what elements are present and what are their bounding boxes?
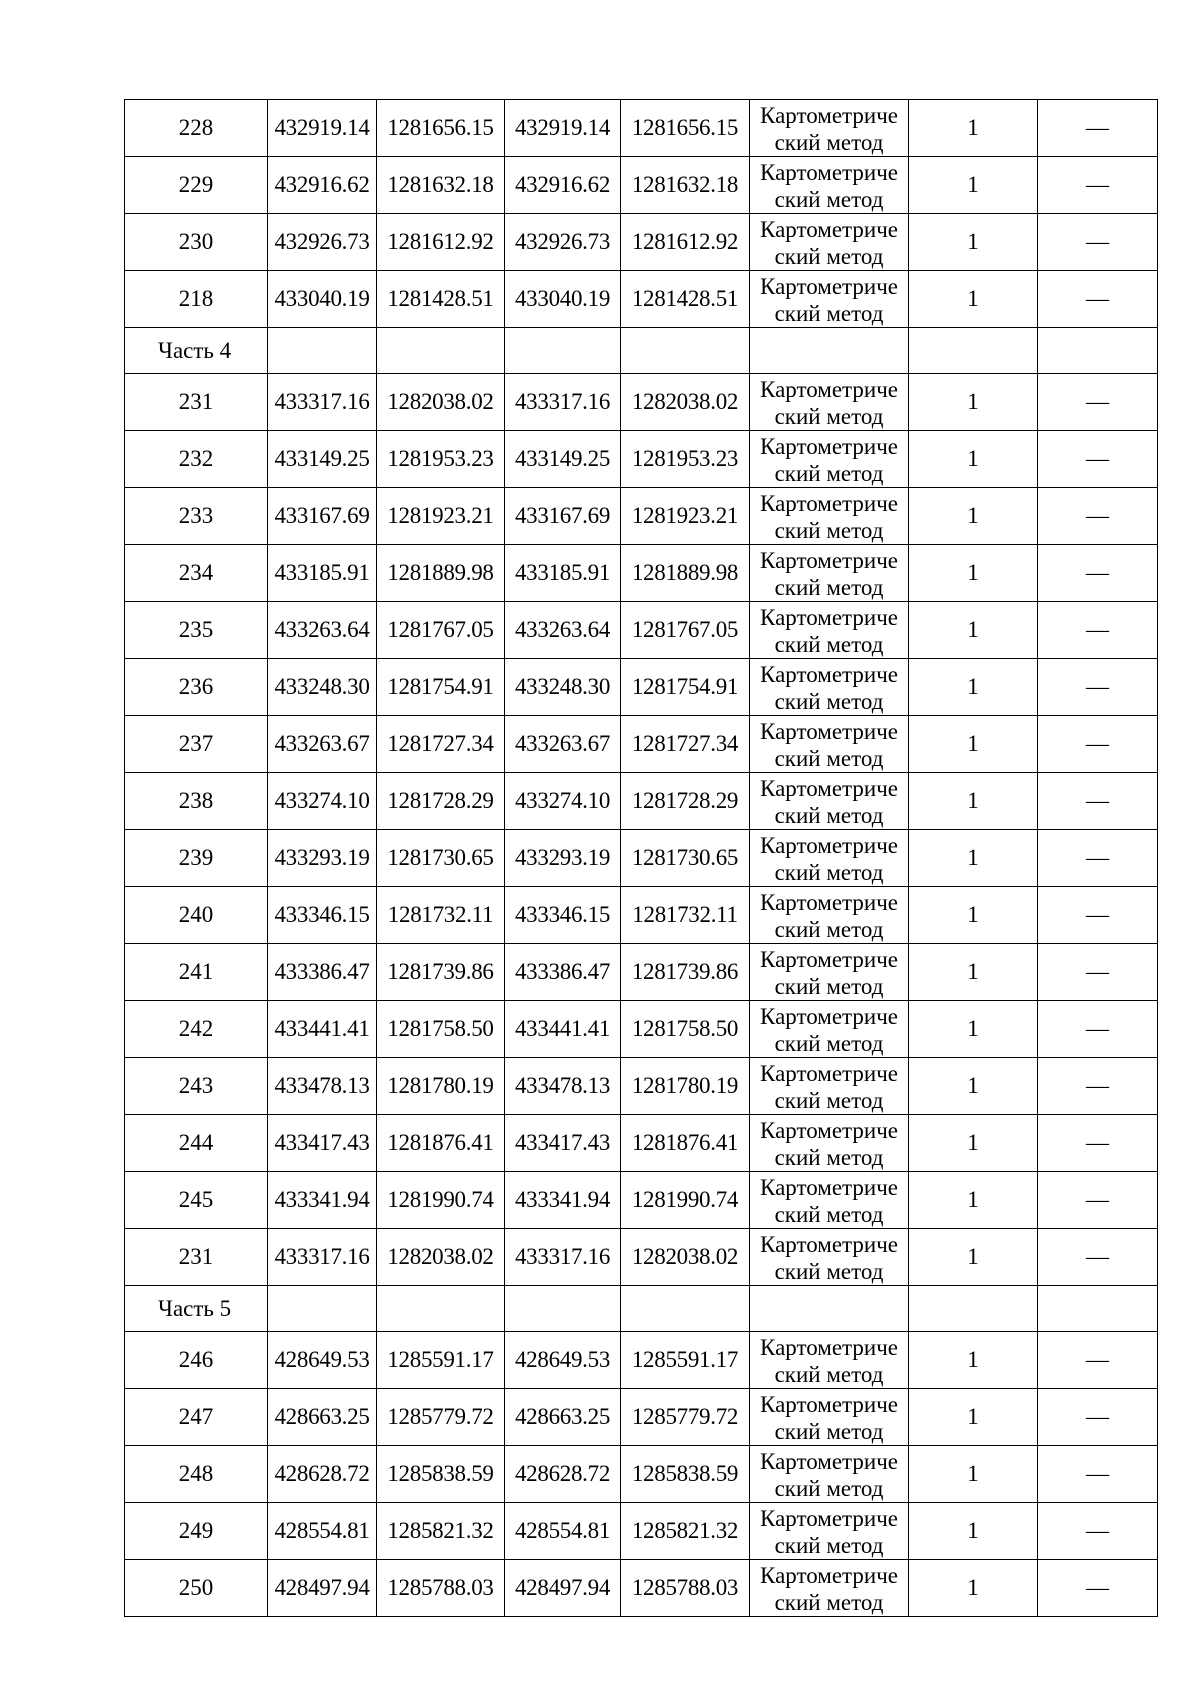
method-cell — [750, 157, 909, 214]
point-number: 233 — [125, 488, 268, 545]
method-cell — [750, 271, 909, 328]
y-coordinate-2: 1281728.29 — [621, 773, 750, 830]
x-coordinate: 428649.53 — [268, 1332, 377, 1389]
x-coordinate: 433263.67 — [268, 716, 377, 773]
point-number: 237 — [125, 716, 268, 773]
point-number: 235 — [125, 602, 268, 659]
part-label: Часть 5 — [125, 1286, 268, 1332]
x-coordinate-2: 433478.13 — [505, 1058, 621, 1115]
y-coordinate-2: 1281754.91 — [621, 659, 750, 716]
empty-cell — [750, 328, 909, 374]
x-coordinate: 428497.94 — [268, 1560, 377, 1617]
table-row — [125, 1229, 1158, 1286]
method-line-1: Картометриче — [760, 1563, 898, 1588]
note-dash: — — [1038, 944, 1158, 1001]
accuracy-value: 1 — [909, 1332, 1038, 1389]
point-number: 241 — [125, 944, 268, 1001]
point-number: 239 — [125, 830, 268, 887]
table-row — [125, 157, 1158, 214]
x-coordinate-2: 433386.47 — [505, 944, 621, 1001]
empty-cell — [505, 1286, 621, 1332]
x-coordinate-2: 432916.62 — [505, 157, 621, 214]
method-line-1: Картометриче — [760, 548, 898, 573]
method-cell — [750, 100, 909, 157]
method-line-1: Картометриче — [760, 833, 898, 858]
y-coordinate: 1281632.18 — [377, 157, 505, 214]
note-dash: — — [1038, 1001, 1158, 1058]
x-coordinate: 433346.15 — [268, 887, 377, 944]
y-coordinate-2: 1285838.59 — [621, 1446, 750, 1503]
x-coordinate: 433185.91 — [268, 545, 377, 602]
note-dash: — — [1038, 659, 1158, 716]
note-dash: — — [1038, 271, 1158, 328]
y-coordinate: 1281889.98 — [377, 545, 505, 602]
point-number: 245 — [125, 1172, 268, 1229]
y-coordinate-2: 1281990.74 — [621, 1172, 750, 1229]
method-cell — [750, 545, 909, 602]
table-row — [125, 944, 1158, 1001]
x-coordinate-2: 432926.73 — [505, 214, 621, 271]
method-line-2: ский метод — [774, 1590, 884, 1615]
method-line-2: ский метод — [774, 187, 884, 212]
point-number: 218 — [125, 271, 268, 328]
accuracy-value: 1 — [909, 887, 1038, 944]
method-line-2: ский метод — [774, 860, 884, 885]
accuracy-value: 1 — [909, 271, 1038, 328]
note-dash: — — [1038, 830, 1158, 887]
method-line-2: ский метод — [774, 1533, 884, 1558]
point-number: 242 — [125, 1001, 268, 1058]
y-coordinate: 1281767.05 — [377, 602, 505, 659]
note-dash: — — [1038, 374, 1158, 431]
method-line-1: Картометриче — [760, 1232, 898, 1257]
x-coordinate: 433341.94 — [268, 1172, 377, 1229]
accuracy-value: 1 — [909, 214, 1038, 271]
table-row — [125, 773, 1158, 830]
y-coordinate: 1285821.32 — [377, 1503, 505, 1560]
method-line-1: Картометриче — [760, 1392, 898, 1417]
table-row — [125, 1115, 1158, 1172]
x-coordinate-2: 433293.19 — [505, 830, 621, 887]
table-row — [125, 488, 1158, 545]
accuracy-value: 1 — [909, 602, 1038, 659]
x-coordinate: 433317.16 — [268, 1229, 377, 1286]
x-coordinate: 433386.47 — [268, 944, 377, 1001]
y-coordinate-2: 1281923.21 — [621, 488, 750, 545]
empty-cell — [1038, 1286, 1158, 1332]
method-cell — [750, 830, 909, 887]
note-dash: — — [1038, 488, 1158, 545]
accuracy-value: 1 — [909, 157, 1038, 214]
y-coordinate-2: 1281758.50 — [621, 1001, 750, 1058]
method-line-1: Картометриче — [760, 274, 898, 299]
method-cell — [750, 1115, 909, 1172]
accuracy-value: 1 — [909, 659, 1038, 716]
accuracy-value: 1 — [909, 830, 1038, 887]
y-coordinate-2: 1285779.72 — [621, 1389, 750, 1446]
method-line-2: ский метод — [774, 518, 884, 543]
y-coordinate-2: 1281739.86 — [621, 944, 750, 1001]
accuracy-value: 1 — [909, 1172, 1038, 1229]
table-row — [125, 1332, 1158, 1389]
method-cell — [750, 1503, 909, 1560]
y-coordinate-2: 1281428.51 — [621, 271, 750, 328]
method-cell — [750, 1389, 909, 1446]
method-line-1: Картометриче — [760, 662, 898, 687]
accuracy-value: 1 — [909, 1446, 1038, 1503]
empty-cell — [1038, 328, 1158, 374]
empty-cell — [268, 1286, 377, 1332]
method-line-1: Картометриче — [760, 776, 898, 801]
point-number: 243 — [125, 1058, 268, 1115]
table-row — [125, 602, 1158, 659]
note-dash: — — [1038, 773, 1158, 830]
method-line-2: ский метод — [774, 575, 884, 600]
note-dash: — — [1038, 1332, 1158, 1389]
y-coordinate-2: 1281767.05 — [621, 602, 750, 659]
table-row — [125, 214, 1158, 271]
y-coordinate: 1281923.21 — [377, 488, 505, 545]
y-coordinate: 1281876.41 — [377, 1115, 505, 1172]
point-number: 249 — [125, 1503, 268, 1560]
y-coordinate: 1281428.51 — [377, 271, 505, 328]
method-cell — [750, 887, 909, 944]
coordinates-table — [124, 99, 1158, 1617]
x-coordinate-2: 433185.91 — [505, 545, 621, 602]
y-coordinate: 1285779.72 — [377, 1389, 505, 1446]
point-number: 228 — [125, 100, 268, 157]
method-cell — [750, 1560, 909, 1617]
table-row — [125, 1058, 1158, 1115]
method-line-2: ский метод — [774, 404, 884, 429]
x-coordinate: 432926.73 — [268, 214, 377, 271]
method-line-1: Картометриче — [760, 217, 898, 242]
method-line-1: Картометриче — [760, 605, 898, 630]
method-line-2: ский метод — [774, 1362, 884, 1387]
x-coordinate: 433478.13 — [268, 1058, 377, 1115]
point-number: 234 — [125, 545, 268, 602]
y-coordinate: 1281754.91 — [377, 659, 505, 716]
method-cell — [750, 1172, 909, 1229]
table-body — [125, 100, 1158, 1617]
method-line-2: ский метод — [774, 130, 884, 155]
method-line-1: Картометриче — [760, 434, 898, 459]
point-number: 231 — [125, 374, 268, 431]
method-line-2: ский метод — [774, 1476, 884, 1501]
empty-cell — [621, 328, 750, 374]
empty-cell — [268, 328, 377, 374]
accuracy-value: 1 — [909, 1229, 1038, 1286]
note-dash: — — [1038, 545, 1158, 602]
x-coordinate: 432916.62 — [268, 157, 377, 214]
empty-cell — [621, 1286, 750, 1332]
y-coordinate: 1281780.19 — [377, 1058, 505, 1115]
table-row — [125, 659, 1158, 716]
y-coordinate: 1285788.03 — [377, 1560, 505, 1617]
point-number: 230 — [125, 214, 268, 271]
y-coordinate: 1281656.15 — [377, 100, 505, 157]
table-row — [125, 1446, 1158, 1503]
method-cell — [750, 374, 909, 431]
table-row — [125, 1389, 1158, 1446]
note-dash: — — [1038, 157, 1158, 214]
method-cell — [750, 1001, 909, 1058]
y-coordinate-2: 1282038.02 — [621, 1229, 750, 1286]
method-line-1: Картометриче — [760, 1506, 898, 1531]
note-dash: — — [1038, 1446, 1158, 1503]
table-row — [125, 374, 1158, 431]
point-number: 238 — [125, 773, 268, 830]
accuracy-value: 1 — [909, 944, 1038, 1001]
accuracy-value: 1 — [909, 100, 1038, 157]
method-line-2: ский метод — [774, 1419, 884, 1444]
method-cell — [750, 659, 909, 716]
accuracy-value: 1 — [909, 1001, 1038, 1058]
method-line-1: Картометриче — [760, 1118, 898, 1143]
x-coordinate-2: 433441.41 — [505, 1001, 621, 1058]
accuracy-value: 1 — [909, 1115, 1038, 1172]
method-line-1: Картометриче — [760, 377, 898, 402]
note-dash: — — [1038, 1172, 1158, 1229]
x-coordinate-2: 433263.67 — [505, 716, 621, 773]
method-cell — [750, 944, 909, 1001]
x-coordinate-2: 433317.16 — [505, 1229, 621, 1286]
note-dash: — — [1038, 214, 1158, 271]
empty-cell — [750, 1286, 909, 1332]
method-cell — [750, 488, 909, 545]
x-coordinate-2: 433417.43 — [505, 1115, 621, 1172]
note-dash: — — [1038, 1058, 1158, 1115]
method-line-1: Картометриче — [760, 160, 898, 185]
x-coordinate-2: 428663.25 — [505, 1389, 621, 1446]
y-coordinate-2: 1285788.03 — [621, 1560, 750, 1617]
method-line-1: Картометриче — [760, 1175, 898, 1200]
note-dash: — — [1038, 1560, 1158, 1617]
table-row — [125, 545, 1158, 602]
method-line-2: ский метод — [774, 301, 884, 326]
y-coordinate-2: 1281732.11 — [621, 887, 750, 944]
x-coordinate-2: 428628.72 — [505, 1446, 621, 1503]
point-number: 229 — [125, 157, 268, 214]
method-line-1: Картометриче — [760, 1335, 898, 1360]
x-coordinate-2: 433346.15 — [505, 887, 621, 944]
x-coordinate-2: 428554.81 — [505, 1503, 621, 1560]
y-coordinate-2: 1281727.34 — [621, 716, 750, 773]
y-coordinate-2: 1281730.65 — [621, 830, 750, 887]
table-row — [125, 1560, 1158, 1617]
table-row — [125, 716, 1158, 773]
table-row — [125, 887, 1158, 944]
method-cell — [750, 1332, 909, 1389]
table-row — [125, 431, 1158, 488]
point-number: 231 — [125, 1229, 268, 1286]
x-coordinate-2: 433040.19 — [505, 271, 621, 328]
note-dash: — — [1038, 1389, 1158, 1446]
y-coordinate: 1285838.59 — [377, 1446, 505, 1503]
accuracy-value: 1 — [909, 488, 1038, 545]
x-coordinate: 433263.64 — [268, 602, 377, 659]
x-coordinate: 432919.14 — [268, 100, 377, 157]
y-coordinate-2: 1285591.17 — [621, 1332, 750, 1389]
empty-cell — [377, 1286, 505, 1332]
x-coordinate: 428628.72 — [268, 1446, 377, 1503]
accuracy-value: 1 — [909, 374, 1038, 431]
empty-cell — [505, 328, 621, 374]
method-cell — [750, 1058, 909, 1115]
x-coordinate: 428554.81 — [268, 1503, 377, 1560]
method-line-1: Картометриче — [760, 1449, 898, 1474]
method-line-1: Картометриче — [760, 103, 898, 128]
x-coordinate: 433149.25 — [268, 431, 377, 488]
accuracy-value: 1 — [909, 431, 1038, 488]
method-line-1: Картометриче — [760, 719, 898, 744]
note-dash: — — [1038, 1229, 1158, 1286]
x-coordinate-2: 432919.14 — [505, 100, 621, 157]
method-cell — [750, 602, 909, 659]
y-coordinate-2: 1281953.23 — [621, 431, 750, 488]
y-coordinate: 1281739.86 — [377, 944, 505, 1001]
x-coordinate-2: 433341.94 — [505, 1172, 621, 1229]
point-number: 248 — [125, 1446, 268, 1503]
point-number: 247 — [125, 1389, 268, 1446]
accuracy-value: 1 — [909, 1503, 1038, 1560]
method-line-2: ский метод — [774, 1145, 884, 1170]
note-dash: — — [1038, 887, 1158, 944]
x-coordinate: 433274.10 — [268, 773, 377, 830]
y-coordinate: 1281758.50 — [377, 1001, 505, 1058]
table-row — [125, 100, 1158, 157]
method-line-2: ский метод — [774, 689, 884, 714]
empty-cell — [909, 328, 1038, 374]
x-coordinate-2: 433317.16 — [505, 374, 621, 431]
x-coordinate-2: 428497.94 — [505, 1560, 621, 1617]
y-coordinate: 1281990.74 — [377, 1172, 505, 1229]
method-line-2: ский метод — [774, 461, 884, 486]
method-cell — [750, 1446, 909, 1503]
part-header-row — [125, 328, 1158, 374]
method-line-2: ский метод — [774, 746, 884, 771]
empty-cell — [909, 1286, 1038, 1332]
point-number: 232 — [125, 431, 268, 488]
y-coordinate-2: 1281656.15 — [621, 100, 750, 157]
y-coordinate-2: 1281780.19 — [621, 1058, 750, 1115]
y-coordinate-2: 1281876.41 — [621, 1115, 750, 1172]
method-line-2: ский метод — [774, 974, 884, 999]
table-row — [125, 830, 1158, 887]
accuracy-value: 1 — [909, 545, 1038, 602]
y-coordinate-2: 1281632.18 — [621, 157, 750, 214]
accuracy-value: 1 — [909, 1389, 1038, 1446]
method-line-1: Картометриче — [760, 1061, 898, 1086]
x-coordinate: 433293.19 — [268, 830, 377, 887]
x-coordinate: 433040.19 — [268, 271, 377, 328]
x-coordinate: 433167.69 — [268, 488, 377, 545]
y-coordinate: 1282038.02 — [377, 374, 505, 431]
y-coordinate: 1281732.11 — [377, 887, 505, 944]
accuracy-value: 1 — [909, 716, 1038, 773]
method-line-2: ский метод — [774, 917, 884, 942]
y-coordinate: 1281728.29 — [377, 773, 505, 830]
y-coordinate-2: 1285821.32 — [621, 1503, 750, 1560]
x-coordinate: 433441.41 — [268, 1001, 377, 1058]
y-coordinate: 1281727.34 — [377, 716, 505, 773]
note-dash: — — [1038, 1115, 1158, 1172]
y-coordinate: 1281953.23 — [377, 431, 505, 488]
part-label: Часть 4 — [125, 328, 268, 374]
x-coordinate-2: 433274.10 — [505, 773, 621, 830]
table-row — [125, 1172, 1158, 1229]
method-line-2: ский метод — [774, 1088, 884, 1113]
method-line-1: Картометриче — [760, 890, 898, 915]
method-line-2: ский метод — [774, 1202, 884, 1227]
x-coordinate-2: 433248.30 — [505, 659, 621, 716]
method-line-1: Картометриче — [760, 947, 898, 972]
note-dash: — — [1038, 100, 1158, 157]
point-number: 250 — [125, 1560, 268, 1617]
table-row — [125, 271, 1158, 328]
y-coordinate-2: 1281612.92 — [621, 214, 750, 271]
method-line-2: ский метод — [774, 1259, 884, 1284]
method-cell — [750, 1229, 909, 1286]
note-dash: — — [1038, 602, 1158, 659]
note-dash: — — [1038, 431, 1158, 488]
point-number: 244 — [125, 1115, 268, 1172]
x-coordinate: 428663.25 — [268, 1389, 377, 1446]
method-cell — [750, 431, 909, 488]
method-cell — [750, 716, 909, 773]
table-row — [125, 1503, 1158, 1560]
table-row — [125, 1001, 1158, 1058]
method-line-1: Картометриче — [760, 1004, 898, 1029]
y-coordinate: 1281730.65 — [377, 830, 505, 887]
y-coordinate-2: 1282038.02 — [621, 374, 750, 431]
x-coordinate: 433417.43 — [268, 1115, 377, 1172]
y-coordinate: 1285591.17 — [377, 1332, 505, 1389]
method-line-2: ский метод — [774, 632, 884, 657]
point-number: 236 — [125, 659, 268, 716]
y-coordinate: 1281612.92 — [377, 214, 505, 271]
method-cell — [750, 214, 909, 271]
x-coordinate-2: 433167.69 — [505, 488, 621, 545]
x-coordinate-2: 433149.25 — [505, 431, 621, 488]
y-coordinate: 1282038.02 — [377, 1229, 505, 1286]
point-number: 246 — [125, 1332, 268, 1389]
accuracy-value: 1 — [909, 1058, 1038, 1115]
note-dash: — — [1038, 1503, 1158, 1560]
method-cell — [750, 773, 909, 830]
method-line-1: Картометриче — [760, 491, 898, 516]
x-coordinate-2: 433263.64 — [505, 602, 621, 659]
accuracy-value: 1 — [909, 1560, 1038, 1617]
method-line-2: ский метод — [774, 1031, 884, 1056]
x-coordinate: 433317.16 — [268, 374, 377, 431]
note-dash: — — [1038, 716, 1158, 773]
accuracy-value: 1 — [909, 773, 1038, 830]
x-coordinate: 433248.30 — [268, 659, 377, 716]
method-line-2: ский метод — [774, 244, 884, 269]
x-coordinate-2: 428649.53 — [505, 1332, 621, 1389]
empty-cell — [377, 328, 505, 374]
y-coordinate-2: 1281889.98 — [621, 545, 750, 602]
point-number: 240 — [125, 887, 268, 944]
method-line-2: ский метод — [774, 803, 884, 828]
part-header-row — [125, 1286, 1158, 1332]
